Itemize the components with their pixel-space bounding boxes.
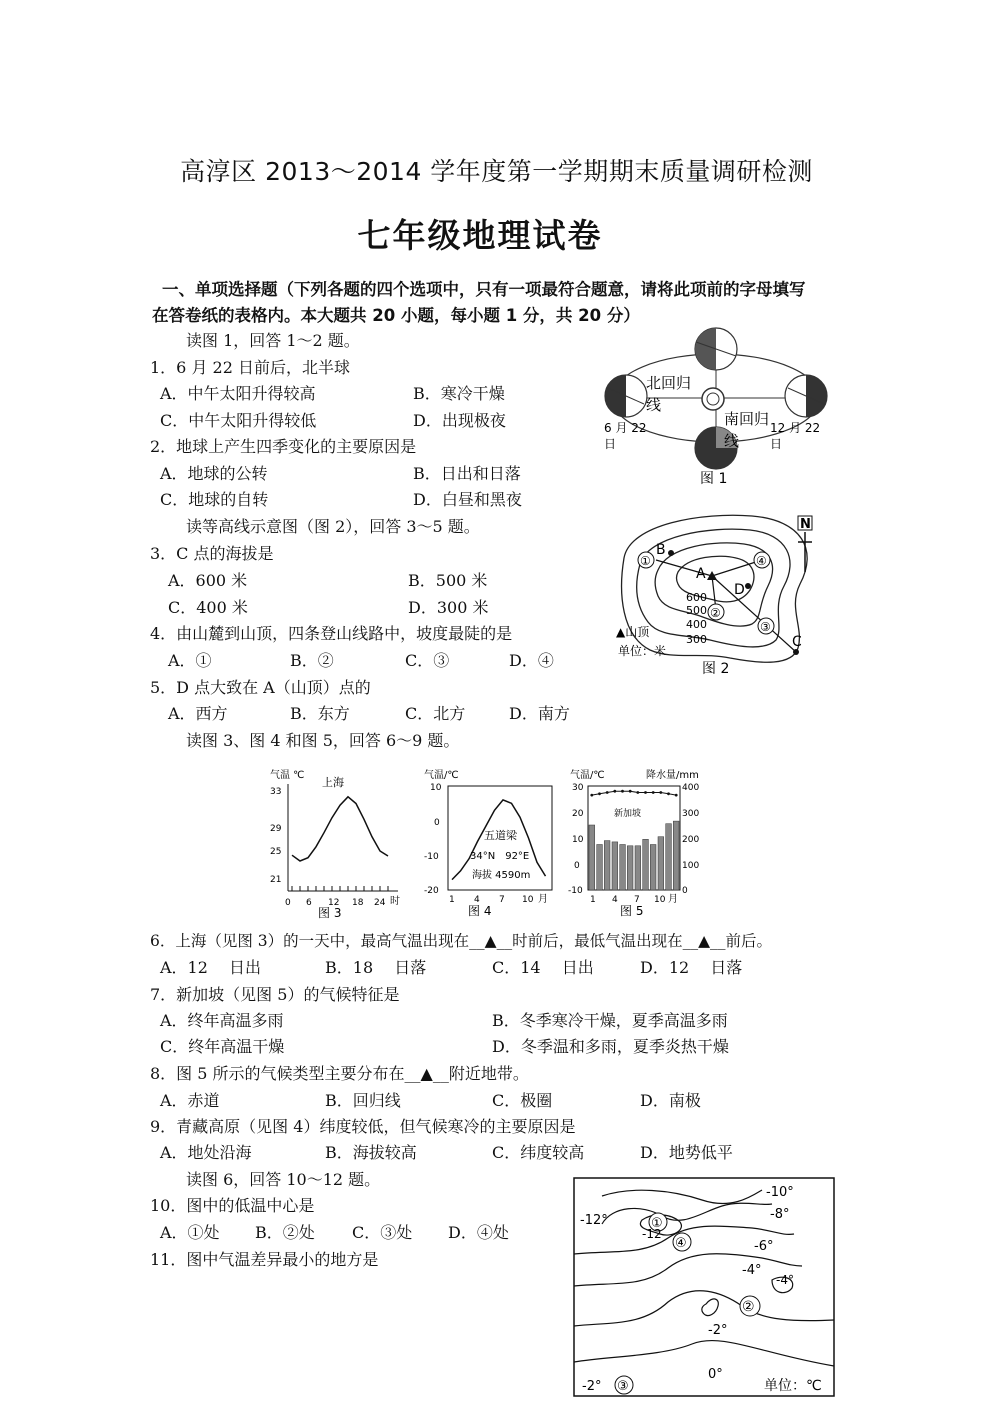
- fig4-caption: 图 4: [468, 904, 492, 918]
- fig5-rain-bar: [597, 845, 603, 891]
- q3-option-b: B．500 米: [408, 571, 488, 590]
- q4-option-a: A．①: [168, 651, 212, 670]
- q5-stem: 5．D 点大致在 A（山顶）点的: [150, 678, 371, 697]
- fig5-temp-point: [652, 791, 655, 794]
- q8-option-b: B．回归线: [325, 1091, 401, 1110]
- fig5-y2tick-300: 300: [682, 809, 700, 819]
- fig4-ylabel: 气温/℃: [424, 770, 459, 781]
- fig3-xtick-0: 0: [285, 898, 291, 908]
- fig6-label-1: ①: [651, 1216, 663, 1231]
- fig3-xtick-6: 6: [306, 898, 312, 908]
- q1-option-c: C．中午太阳升得较低: [160, 411, 317, 430]
- fig4-xtick-1: 1: [449, 895, 455, 905]
- q2-option-d: D．白昼和黑夜: [413, 490, 522, 509]
- q7-option-c: C．终年高温干燥: [160, 1037, 285, 1056]
- fig5-rain-bar: [658, 837, 664, 890]
- fig3-xtick-18: 18: [352, 898, 364, 908]
- fig5-ytick-0: 0: [574, 861, 580, 871]
- fig3-ytick-25: 25: [270, 847, 282, 857]
- point-b-label: B: [656, 542, 666, 558]
- contour-label-400: 400: [686, 618, 707, 631]
- route-4-label: ④: [756, 554, 767, 568]
- fig3-ytick-21: 21: [270, 875, 282, 885]
- fig4-xtick-4: 4: [474, 895, 480, 905]
- fig5-temp-point: [613, 790, 616, 793]
- fig6-unit: 单位：℃: [764, 1378, 822, 1394]
- fig5-rain-bar: [643, 839, 649, 890]
- dec-label-1: 12 月 22: [770, 421, 821, 435]
- fig5-temp-point: [659, 791, 662, 794]
- fig4-ytick-10: 10: [430, 783, 442, 793]
- intro-fig6: 读图 6，回答 10～12 题。: [186, 1170, 381, 1189]
- fig5-temp-point: [675, 794, 678, 797]
- south-tropic-label-1: 南回归: [724, 410, 770, 428]
- figure-3-shanghai-chart: [264, 764, 414, 920]
- fig5-rain-bar: [666, 824, 672, 890]
- fig5-y2tick-0: 0: [682, 886, 688, 896]
- q8-option-d: D．南极: [640, 1091, 701, 1110]
- fig3-xunit: 时: [390, 896, 400, 907]
- q4-option-b: B．②: [290, 651, 334, 670]
- june-label-2: 日: [604, 437, 617, 451]
- north-tropic-label-1: 北回归: [646, 374, 692, 392]
- figure-5-singapore-chart: [566, 764, 716, 920]
- fig5-temp-point: [606, 791, 609, 794]
- fig4-coords: 34°N 92°E: [470, 851, 530, 862]
- section-heading-line2: 在答卷纸的表格内。本大题共 20 小题，每小题 1 分，共 20 分）: [152, 306, 640, 325]
- q8-option-c: C．极圈: [492, 1091, 553, 1110]
- fig5-rain-bar: [673, 821, 679, 890]
- contour-label-300: 300: [686, 633, 707, 646]
- q9-option-d: D．地势低平: [640, 1143, 733, 1162]
- q9-option-a: A．地处沿海: [160, 1143, 252, 1162]
- fig3-xtick-12: 12: [328, 898, 340, 908]
- sun-icon: [702, 388, 724, 410]
- fig5-rain-bar: [620, 845, 626, 891]
- q10-option-d: D．④处: [448, 1223, 509, 1242]
- fig5-place: 新加坡: [614, 809, 642, 819]
- q10-option-a: A．①处: [160, 1223, 220, 1242]
- fig6-label-m12a: -12°: [580, 1213, 608, 1228]
- fig5-rain-bar: [627, 846, 633, 890]
- q4-option-d: D．④: [509, 651, 554, 670]
- fig2-caption: 图 2: [702, 661, 730, 677]
- route-1-label: ①: [640, 554, 651, 568]
- fig5-y2tick-100: 100: [682, 861, 700, 871]
- q3-stem: 3．C 点的海拔是: [150, 544, 274, 563]
- fig6-label-m6: -6°: [754, 1239, 774, 1254]
- fig6-frame: [574, 1178, 834, 1396]
- fig5-ytick-20: 20: [572, 809, 584, 819]
- q9-option-b: B．海拔较高: [325, 1143, 417, 1162]
- figure-4-wudaoliang-chart: [420, 764, 560, 920]
- route-2-label: ②: [710, 606, 721, 620]
- fig6-label-m10: -10°: [766, 1185, 794, 1200]
- figure-6-isotherm-map: [572, 1176, 838, 1400]
- q5-option-a: A．西方: [168, 704, 228, 723]
- fig5-xtick-1: 1: [590, 895, 596, 905]
- q9-option-c: C．纬度较高: [492, 1143, 585, 1162]
- fig6-label-m8: -8°: [770, 1207, 790, 1222]
- fig6-label-0: 0°: [708, 1367, 723, 1382]
- q1-option-b: B．寒冷干燥: [413, 384, 505, 403]
- q9-stem: 9．青藏高原（见图 4）纬度较低，但气候寒冷的主要原因是: [150, 1117, 576, 1136]
- q5-option-c: C．北方: [405, 704, 466, 723]
- earth-left-icon: [605, 375, 647, 417]
- fig5-temp-point: [629, 790, 632, 793]
- fig5-rain-bar: [604, 841, 610, 890]
- fig5-rain-bar: [612, 842, 618, 890]
- fig4-xtick-10: 10: [522, 895, 534, 905]
- q4-stem: 4．由山麓到山顶，四条登山线路中，坡度最陡的是: [150, 624, 513, 643]
- earth-top-icon: [695, 328, 737, 370]
- q6-stem: 6．上海（见图 3）的一天中，最高气温出现在__▲__时前后，最低气温出现在__▲__前后。: [150, 932, 772, 950]
- fig4-ytick-m20: -20: [424, 886, 439, 896]
- earth-right-icon: [785, 375, 827, 417]
- point-c-label: C: [792, 634, 802, 650]
- q7-stem: 7．新加坡（见图 5）的气候特征是: [150, 985, 400, 1004]
- q1-stem: 1．6 月 22 日前后，北半球: [150, 358, 350, 377]
- q3-option-c: C．400 米: [168, 598, 248, 617]
- point-a-label: A: [696, 566, 706, 582]
- fig5-ytick-10: 10: [572, 835, 584, 845]
- south-tropic-label-2: 线: [724, 432, 740, 450]
- fig4-alt: 海拔 4590m: [472, 870, 531, 881]
- fig5-temp-point: [636, 791, 639, 794]
- fig5-xtick-4: 4: [612, 895, 618, 905]
- fig5-y2tick-400: 400: [682, 783, 700, 793]
- q8-stem: 8．图 5 所示的气候类型主要分布在__▲__附近地带。: [150, 1064, 529, 1083]
- figure-1-orbit: [598, 322, 838, 492]
- june-label-1: 6 月 22: [604, 421, 647, 435]
- q1-option-a: A．中午太阳升得较高: [160, 384, 316, 403]
- north-tropic-label-2: 线: [646, 396, 662, 414]
- fig5-ytick-m10: -10: [568, 886, 583, 896]
- q2-option-b: B．日出和日落: [413, 464, 521, 483]
- intro-fig345: 读图 3、图 4 和图 5，回答 6～9 题。: [186, 731, 460, 750]
- fig4-xunit: 月: [538, 894, 548, 905]
- fig6-label-m2b: -2°: [582, 1379, 602, 1394]
- q4-option-c: C．③: [405, 651, 450, 670]
- legend-summit: ▲山顶: [616, 625, 650, 639]
- q5-option-d: D．南方: [509, 704, 570, 723]
- fig5-xtick-7: 7: [634, 895, 640, 905]
- fig5-ylabel: 气温/℃: [570, 770, 605, 781]
- q2-option-a: A．地球的公转: [160, 464, 268, 483]
- intro-fig2: 读等高线示意图（图 2），回答 3～5 题。: [186, 517, 480, 536]
- contour-label-500: 500: [686, 604, 707, 617]
- legend-unit: 单位：米: [618, 644, 667, 658]
- fig5-temp-point: [590, 794, 593, 797]
- fig5-caption: 图 5: [620, 904, 644, 918]
- route-3-label: ③: [760, 620, 771, 634]
- q7-option-b: B．冬季寒冷干燥，夏季高温多雨: [492, 1011, 728, 1030]
- q5-option-b: B．东方: [290, 704, 350, 723]
- q10-option-c: C．③处: [352, 1223, 413, 1242]
- fig3-ytick-33: 33: [270, 787, 282, 797]
- q2-option-c: C．地球的自转: [160, 490, 269, 509]
- point-b-dot: [668, 550, 674, 556]
- exam-title: 高淳区 2013～2014 学年度第一学期期末质量调研检测: [180, 157, 813, 186]
- fig1-caption: 图 1: [700, 471, 728, 487]
- fig4-xtick-7: 7: [499, 895, 505, 905]
- fig5-ytick-30: 30: [572, 783, 584, 793]
- q6-option-b: B．18 日落: [325, 958, 427, 977]
- dec-label-2: 日: [770, 437, 783, 451]
- fig5-y2tick-200: 200: [682, 835, 700, 845]
- fig6-label-m12b: -12: [642, 1227, 662, 1241]
- point-d-label: D: [734, 582, 745, 598]
- q3-option-a: A．600 米: [168, 571, 248, 590]
- fig4-ytick-m10: -10: [424, 852, 439, 862]
- fig4-ytick-0: 0: [434, 818, 440, 828]
- q7-option-d: D．冬季温和多雨，夏季炎热干燥: [492, 1037, 729, 1056]
- fig3-ytick-29: 29: [270, 824, 282, 834]
- fig3-ylabel: 气温 ℃: [270, 770, 305, 781]
- q6-option-d: D．12 日落: [640, 958, 743, 977]
- fig5-ylabel2: 降水量/mm: [646, 770, 699, 781]
- fig6-label-m2a: -2°: [708, 1323, 728, 1338]
- section-heading-line1: 一、单项选择题（下列各题的四个选项中，只有一项最符合题意，请将此项前的字母填写: [162, 280, 806, 299]
- fig6-label-2: ②: [742, 1299, 755, 1315]
- intro-fig1: 读图 1，回答 1～2 题。: [186, 331, 360, 350]
- fig6-label-m4b: -4°: [776, 1273, 794, 1287]
- fig3-xtick-24: 24: [374, 898, 386, 908]
- fig3-place: 上海: [322, 776, 344, 789]
- fig3-caption: 图 3: [318, 906, 342, 920]
- fig5-xtick-10: 10: [654, 895, 666, 905]
- q3-option-d: D．300 米: [408, 598, 489, 617]
- fig5-temp-point: [598, 792, 601, 795]
- q6-option-c: C．14 日出: [492, 958, 594, 977]
- fig6-label-m4a: -4°: [742, 1263, 762, 1278]
- q8-option-a: A．赤道: [160, 1091, 220, 1110]
- q1-option-d: D．出现极夜: [413, 411, 506, 430]
- q7-option-a: A．终年高温多雨: [160, 1011, 284, 1030]
- q2-stem: 2．地球上产生四季变化的主要原因是: [150, 437, 417, 456]
- fig5-temperature-line: [592, 791, 676, 795]
- north-arrow-label: N: [800, 517, 811, 532]
- fig5-temp-point: [644, 791, 647, 794]
- contour-label-600: 600: [686, 591, 707, 604]
- fig5-rain-bar: [635, 846, 641, 890]
- exam-subtitle: 七年级地理试卷: [357, 216, 603, 255]
- fig3-temperature-line: [292, 797, 388, 861]
- point-d-dot: [745, 583, 751, 589]
- fig5-temp-point: [667, 792, 670, 795]
- fig6-label-4: ④: [675, 1236, 687, 1251]
- contour-300: [622, 515, 808, 662]
- fig5-rain-bar: [589, 825, 595, 890]
- fig5-temp-point: [621, 790, 624, 793]
- fig5-xunit: 月: [668, 894, 678, 905]
- fig6-label-3: ③: [617, 1379, 629, 1394]
- q11-stem: 11．图中气温差异最小的地方是: [150, 1250, 379, 1269]
- q6-option-a: A．12 日出: [160, 958, 262, 977]
- fig4-place: 五道梁: [484, 829, 517, 842]
- figure-2-contour: [612, 510, 837, 682]
- fig5-rain-bar: [650, 845, 656, 891]
- q10-option-b: B．②处: [255, 1223, 315, 1242]
- q10-stem: 10．图中的低温中心是: [150, 1196, 315, 1215]
